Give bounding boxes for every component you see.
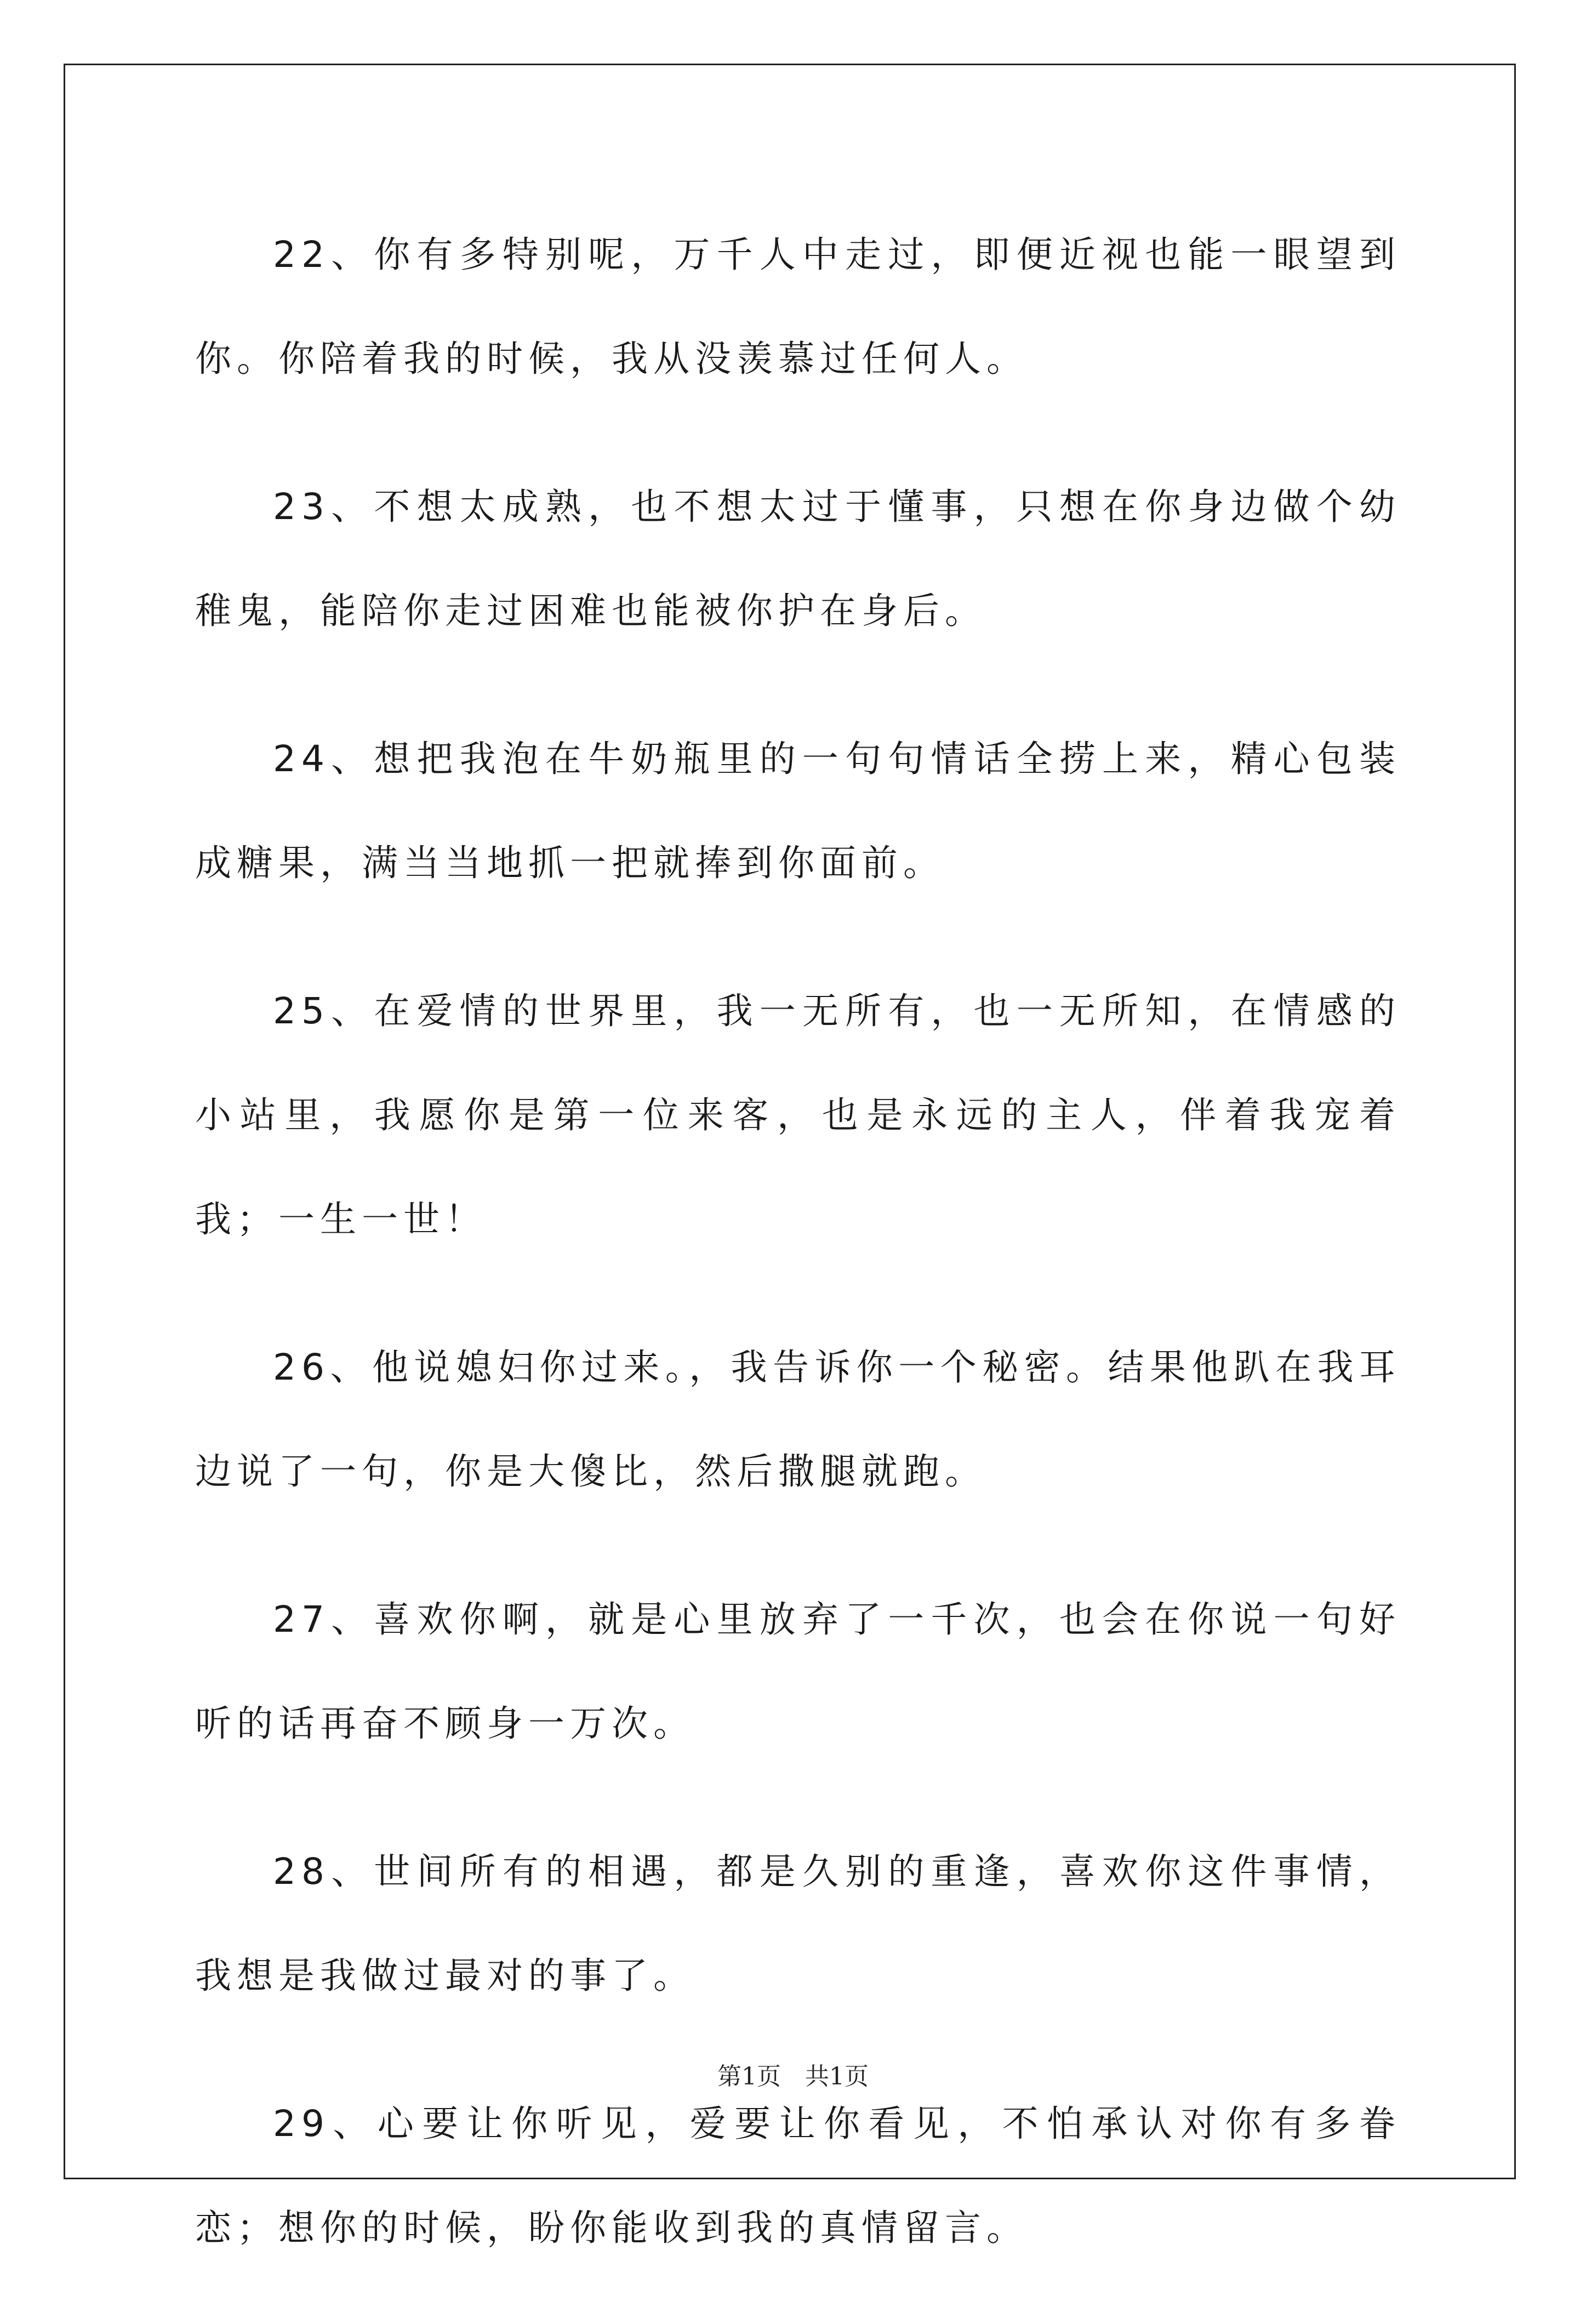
paragraph-25: 25、在爱情的世界里，我一无所有，也一无所知，在情感的小站里，我愿你是第一位来客，也是永远的主人，伴着我宠着我；一生一世！ <box>195 990 1401 1240</box>
paragraph-28: 28、世间所有的相遇，都是久别的重逢，喜欢你这件事情，我想是我做过最对的事了。 <box>195 1850 1401 1997</box>
paragraph-27: 27、喜欢你啊，就是心里放弃了一千次，也会在你说一句好听的话再奋不顾身一万次。 <box>195 1598 1401 1745</box>
paragraph-29: 29、心要让你听见，爱要让你看见，不怕承认对你有多眷恋；想你的时候，盼你能收到我的真情留言。 <box>195 2103 1401 2249</box>
paragraph-22: 22、你有多特别呢，万千人中走过，即便近视也能一眼望到你。你陪着我的时候，我从没羡慕过任何人。 <box>195 233 1401 380</box>
page-number-footer: 第1页 共1页 <box>717 2063 869 2091</box>
document-body <box>195 203 1401 2324</box>
paragraph-26: 26、他说媳妇你过来。，我告诉你一个秘密。结果他趴在我耳边说了一句，你是大傻比，然后撒腿就跑。 <box>195 1346 1401 1493</box>
paragraph-23: 23、不想太成熟，也不想太过于懂事，只想在你身边做个幼稚鬼，能陪你走过困难也能被你护在身后。 <box>195 486 1401 632</box>
paragraph-24: 24、想把我泡在牛奶瓶里的一句句情话全捞上来，精心包装成糖果，满当当地抓一把就捧到你面前。 <box>195 738 1401 884</box>
